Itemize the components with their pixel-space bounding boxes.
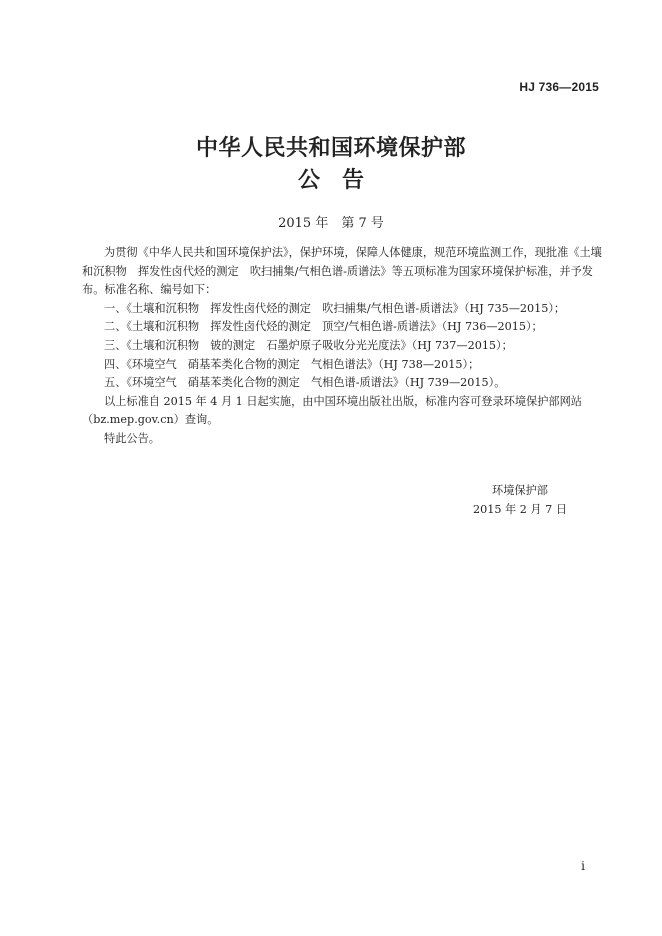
- standard-item-1: 一、《土壤和沉积物 挥发性卤代烃的测定 吹扫捕集/气相色谱-质谱法》（HJ 735—2015）；: [104, 301, 566, 315]
- standard-item-3: 三、《土壤和沉积物 铍的测定 石墨炉原子吸收分光光度法》（HJ 737—2015）；: [104, 338, 513, 352]
- implementation-paragraph: 以上标准自 2015 年 4 月 1 日起实施，由中国环境出版社出版，标准内容可登录环境保护部网站（bz.mep.gov.cn）查询。: [82, 394, 582, 427]
- issue-number: 2015 年 第 7 号: [278, 216, 384, 231]
- notice-title: 公告: [297, 167, 386, 193]
- issue-date: 2015 年 2 月 7 日: [472, 503, 568, 516]
- standard-item-2: 二、《土壤和沉积物 挥发性卤代烃的测定 顶空/气相色谱-质谱法》（HJ 736—2015）；: [104, 320, 543, 334]
- ministry-title: 中华人民共和国环境保护部: [195, 135, 466, 161]
- standard-code: HJ 736—2015: [519, 80, 599, 94]
- notice-body: [82, 244, 602, 449]
- closing-paragraph: 特此公告。: [104, 431, 160, 445]
- standard-item-4: 四、《环境空气 硝基苯类化合物的测定 气相色谱法》（HJ 738—2015）；: [104, 357, 480, 371]
- issuing-organization: 环境保护部: [492, 484, 548, 497]
- intro-paragraph: 为贯彻《中华人民共和国环境保护法》，保护环境，保障人体健康，规范环境监测工作，现批准《土壤和沉积物 挥发性卤代烃的测定 吹扫捕集/气相色谱-质谱法》等五项标准为国家环境保护标准，并予发布。标准名称、编号如下：: [82, 246, 602, 297]
- standard-item-5: 五、《环境空气 硝基苯类化合物的测定 气相色谱-质谱法》（HJ 739—2015）。: [104, 376, 506, 390]
- page-number: i: [581, 859, 585, 873]
- signature-block: [440, 481, 600, 519]
